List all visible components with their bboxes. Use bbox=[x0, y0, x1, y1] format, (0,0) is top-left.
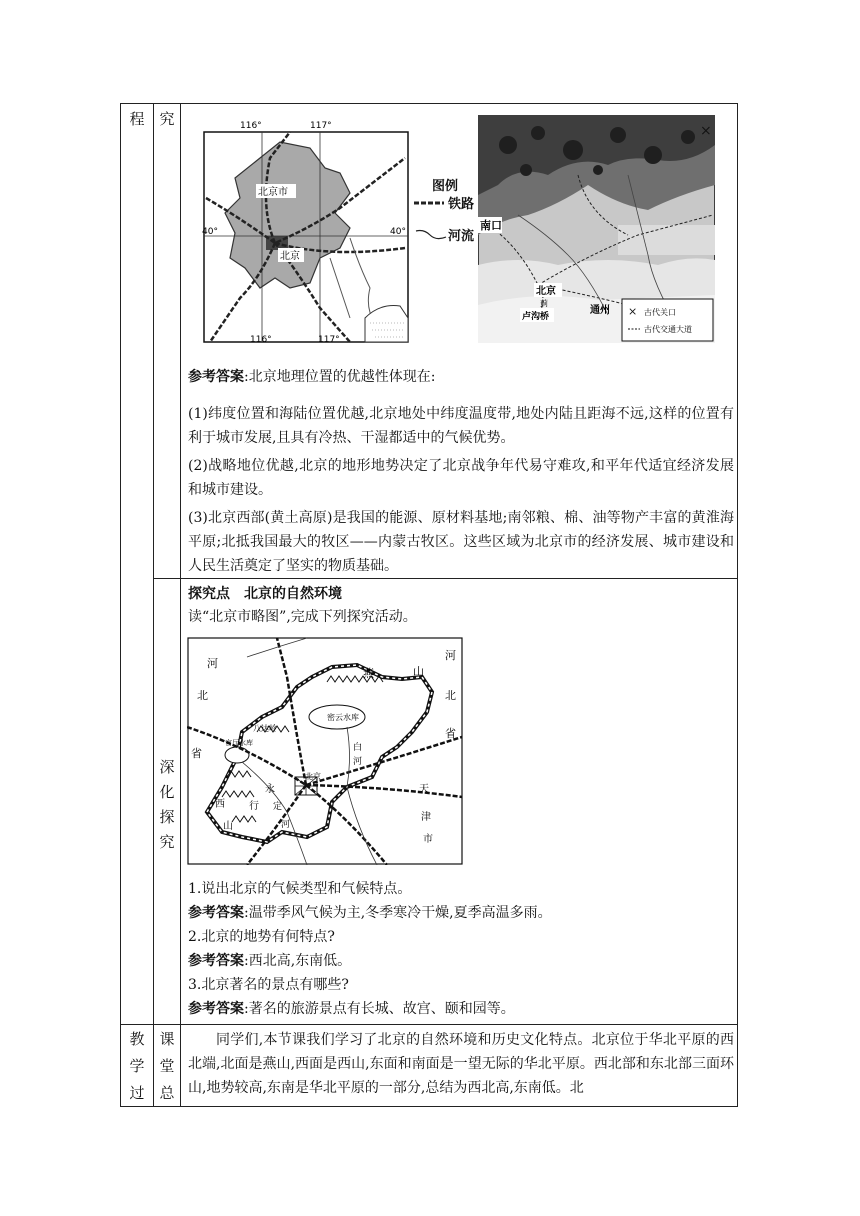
svg-text:×: × bbox=[700, 123, 712, 139]
svg-text:河: 河 bbox=[207, 657, 218, 670]
capital-label: 北京 bbox=[280, 251, 300, 262]
mid-col-char: 深 bbox=[159, 758, 175, 776]
answer-point-3: (3)北京西部(黄土高原)是我国的能源、原材料基地;南邻粮、棉、油等物产丰富的黄淮海平原;北抵我国最大的牧区——内蒙古牧区。这些区域为北京市的经济发展、城市建设和人民生活奠定了坚实的物质基础。 bbox=[188, 510, 734, 574]
section-instruction: 读“北京市略图”,完成下列探究活动。 bbox=[188, 609, 417, 625]
svg-text:行: 行 bbox=[249, 801, 259, 812]
ancient-routes-map bbox=[478, 115, 715, 343]
svg-text:省: 省 bbox=[445, 727, 456, 740]
lon-label: 116° bbox=[240, 121, 262, 131]
legend-river: 河流 bbox=[448, 229, 475, 244]
map-legend bbox=[412, 175, 478, 255]
lon-label: 117° bbox=[318, 335, 340, 344]
svg-text:天: 天 bbox=[419, 784, 429, 795]
city-label: 北京市 bbox=[258, 187, 288, 198]
svg-text:津: 津 bbox=[421, 812, 431, 823]
svg-text:河: 河 bbox=[445, 649, 456, 662]
section-heading: 探究点 北京的自然环境 bbox=[188, 586, 342, 602]
answer-label: 参考答案 bbox=[188, 1001, 244, 1017]
lon-label: 116° bbox=[250, 335, 272, 344]
svg-text:白: 白 bbox=[353, 743, 363, 753]
svg-text:省: 省 bbox=[191, 747, 202, 760]
mid-col-char: 究 bbox=[159, 833, 175, 851]
mid-col-char: 究 bbox=[159, 110, 175, 128]
mid-col-char: 化 bbox=[159, 783, 175, 801]
lon-label: 117° bbox=[310, 121, 332, 131]
question-3: 3.北京著名的景点有哪些? bbox=[188, 977, 349, 993]
luguoqiao-label: 卢沟桥 bbox=[522, 312, 550, 322]
svg-text:×: × bbox=[628, 305, 638, 318]
svg-text:燕: 燕 bbox=[363, 667, 374, 680]
svg-text:北: 北 bbox=[197, 689, 208, 702]
mid-col-char: 总 bbox=[159, 1084, 175, 1102]
legend-pass: 古代关口 bbox=[644, 308, 676, 317]
legend-title: 图例 bbox=[432, 179, 459, 194]
mid-col-char: 课 bbox=[159, 1030, 175, 1048]
answer-label: 参考答案 bbox=[188, 953, 244, 969]
legend-road: 古代交通大道 bbox=[644, 325, 692, 334]
left-col-char: 学 bbox=[129, 1057, 145, 1075]
beijing-location-map bbox=[200, 118, 410, 344]
left-col-char: 程 bbox=[129, 110, 145, 128]
left-col-char: 过 bbox=[129, 1084, 145, 1102]
legend-rail: 铁路 bbox=[448, 197, 475, 212]
map-badaling: 八达岭 bbox=[253, 724, 277, 733]
map-miyun: 密云水库 bbox=[327, 713, 359, 722]
svg-text:河: 河 bbox=[353, 757, 363, 767]
lat-label: 40° bbox=[202, 227, 218, 237]
summary-text: 同学们,本节课我们学习了北京的自然环境和历史文化特点。北京位于华北平原的西北端,北面是燕山,西面是西山,东面和南面是一望无际的华北平原。西北部和东北部三面环山,地势较高,东南是华北平原的一部分,总结为西北高,东南低。北 bbox=[188, 1032, 734, 1096]
map-guanting: 官厅水库 bbox=[225, 739, 253, 747]
nankou-label: 南口 bbox=[480, 219, 502, 232]
question-2: 2.北京的地势有何特点? bbox=[188, 929, 335, 945]
beijing-label: 北京 bbox=[536, 286, 556, 297]
svg-text:西: 西 bbox=[215, 799, 225, 810]
svg-text:永: 永 bbox=[265, 784, 275, 795]
answer-label: 参考答案 bbox=[188, 905, 244, 921]
question-1: 1.说出北京的气候类型和气候特点。 bbox=[188, 881, 412, 897]
left-col-char: 教 bbox=[129, 1030, 145, 1048]
svg-text:北: 北 bbox=[445, 689, 456, 702]
svg-text:山: 山 bbox=[223, 821, 233, 832]
answer-point-2: (2)战略地位优越,北京的地形地势决定了北京战争年代易守难攻,和平年代适宜经济发展和城市建设。 bbox=[188, 458, 734, 498]
svg-text:河: 河 bbox=[281, 820, 291, 830]
svg-text:定: 定 bbox=[273, 802, 283, 812]
ji-label: 蓟 bbox=[540, 299, 548, 308]
answer-3: 参考答案:著名的旅游景点有长城、故宫、颐和园等。 bbox=[188, 1001, 515, 1017]
svg-text:山: 山 bbox=[413, 665, 424, 678]
lat-label: 40° bbox=[390, 227, 406, 237]
svg-text:市: 市 bbox=[423, 834, 433, 845]
answer-label: 参考答案 bbox=[188, 369, 244, 385]
answer-1: 参考答案:温带季风气候为主,冬季寒冷干燥,夏季高温多雨。 bbox=[188, 905, 552, 921]
mid-col-char: 探 bbox=[159, 808, 175, 826]
mid-col-char: 堂 bbox=[159, 1057, 175, 1075]
beijing-sketch-map bbox=[187, 637, 463, 865]
answer-point-1: (1)纬度位置和海陆位置优越,北京地处中纬度温度带,地处内陆且距海不远,这样的位置有利于城市发展,且具有冷热、干湿都适中的气候优势。 bbox=[188, 406, 734, 446]
answer-intro: 参考答案:北京地理位置的优越性体现在: bbox=[188, 369, 436, 385]
tongzhou-label: 通州 bbox=[590, 305, 610, 316]
answer-2: 参考答案:西北高,东南低。 bbox=[188, 953, 352, 969]
map-city-beijing: 北京 bbox=[305, 772, 321, 781]
